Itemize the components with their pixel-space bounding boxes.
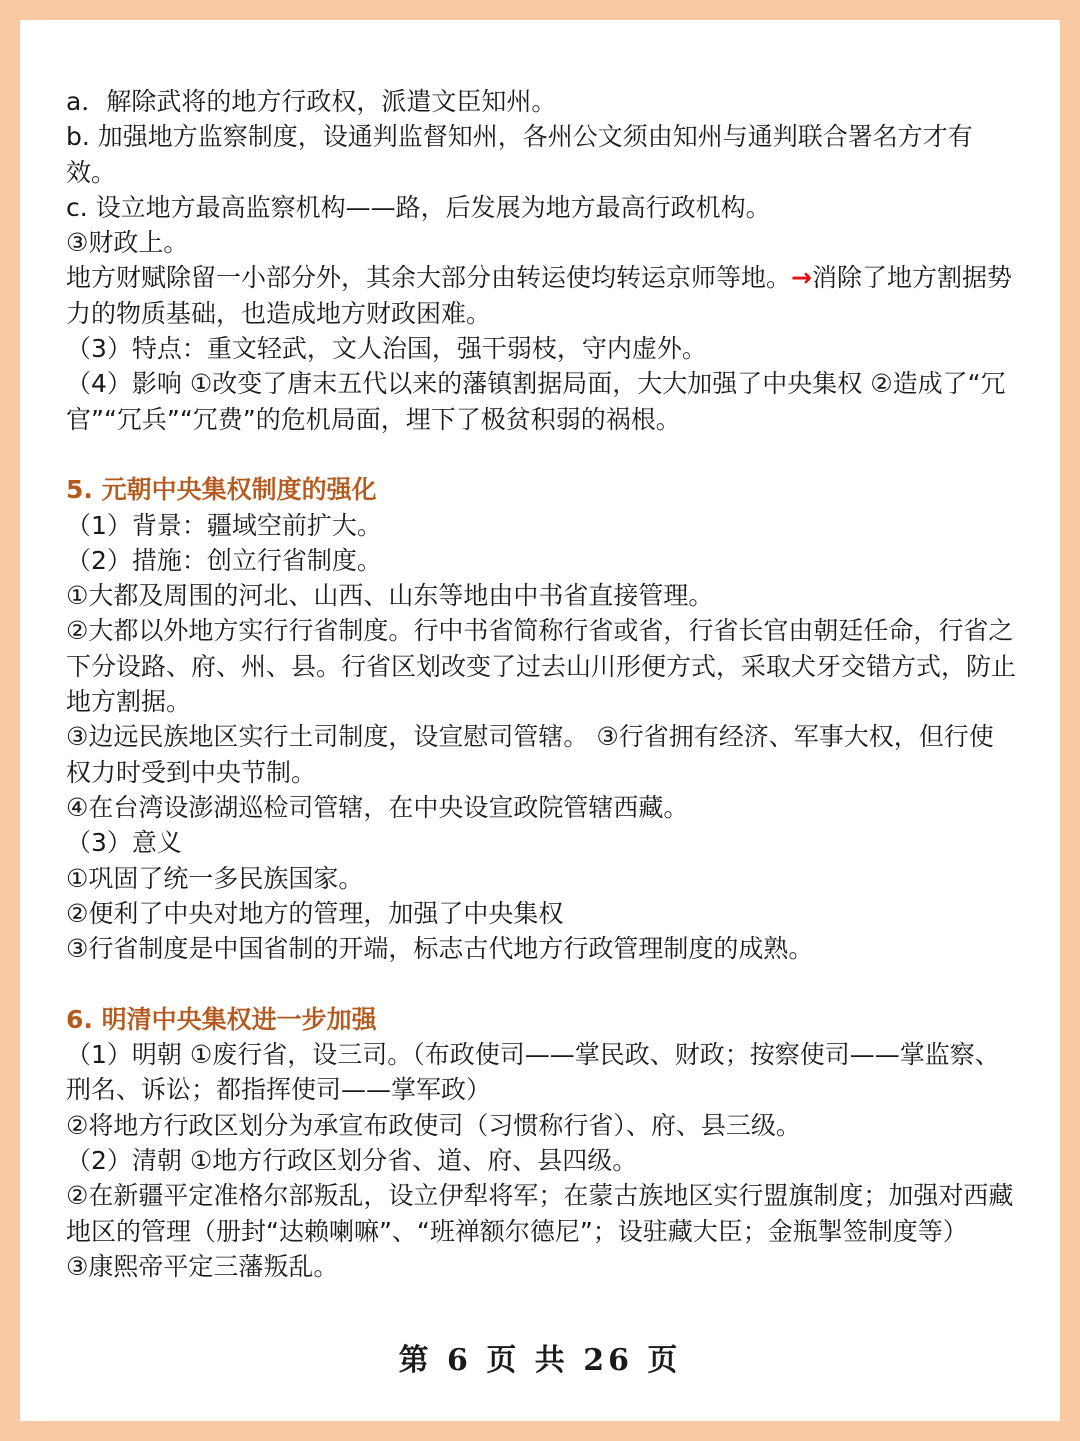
page-number: 第 6 页 共 26 页 [398,1343,682,1378]
text-line: （2）措施：创立行省制度。 [66,545,382,575]
finance-text-before: 地方财赋除留一小部分外，其余大部分由转运使均转运京师等地。 [66,263,792,293]
right-arrow-icon: → [791,263,812,293]
text-line: ③财政上。 [66,228,189,258]
section-gap [66,437,1016,472]
text-line: a．解除武将的地方行政权，派遣文臣知州。 [66,87,557,116]
text-line: c. 设立地方最高监察机构——路，后发展为地方最高行政机构。 [66,192,771,222]
text-line: （2）清朝 ①地方行政区划分省、道、府、县四级。 [66,1145,638,1175]
page [20,20,1060,1421]
text-line: ③行省制度是中国省制的开端，标志古代地方行政管理制度的成熟。 [66,934,814,964]
section-gap [66,966,1016,1001]
text-line: （1）背景：疆域空前扩大。 [66,510,382,540]
finance-line [66,260,1016,331]
section-6-heading: 6. 明清中央集权进一步加强 [66,1004,377,1034]
text-line: ②在新疆平定准格尔部叛乱，设立伊犁将军；在蒙古族地区实行盟旗制度；加强对西藏地区的管理（册封“达赖喇嘛”、“班禅额尔德尼”；设驻藏大臣；金瓶掣签制度等） [66,1181,1014,1246]
finance-text-after: 消除了地方割据势力的物质基础，也造成地方财政困难。 [66,263,1012,328]
text-line: ②将地方行政区划分为承宣布政使司（习惯称行省）、府、县三级。 [66,1110,801,1140]
text-line: ①大都及周围的河北、山西、山东等地由中书省直接管理。 [66,581,714,611]
text-line: （3）特点：重文轻武，文人治国，强干弱枝，守内虚外。 [66,334,707,364]
text-line: ②便利了中央对地方的管理，加强了中央集权 [66,898,564,928]
document-body [66,84,1016,1284]
text-line: ①巩固了统一多民族国家。 [66,863,364,893]
text-line: ②大都以外地方实行行省制度。行中书省简称行省或省，行省长官由朝廷任命，行省之下分设路、府、州、县。行省区划改变了过去山川形便方式，采取犬牙交错方式，防止地方割据。 [66,616,1017,717]
section-5-heading: 5. 元朝中央集权制度的强化 [66,475,377,505]
text-line: ③康熙帝平定三藩叛乱。 [66,1251,339,1281]
text-line: b. 加强地方监察制度，设通判监督知州，各州公文须由知州与通判联合署名方才有效。 [66,122,973,187]
text-line: ③边远民族地区实行土司制度，设宣慰司管辖。 ③行省拥有经济、军事大权，但行使权力时受到中央节制。 [66,722,994,787]
text-line: ④在台湾设澎湖巡检司管辖，在中央设宣政院管辖西藏。 [66,792,689,822]
text-line: （1）明朝 ①废行省，设三司。（布政使司——掌民政、财政；按察使司——掌监察、刑名、诉讼；都指挥使司——掌军政） [66,1040,1000,1105]
text-line: （4）影响 ①改变了唐末五代以来的藩镇割据局面，大大加强了中央集权 ②造成了“冗官”“冗兵”“冗费”的危机局面，埋下了极贫积弱的祸根。 [66,369,1006,434]
text-line: （3）意义 [66,828,182,858]
